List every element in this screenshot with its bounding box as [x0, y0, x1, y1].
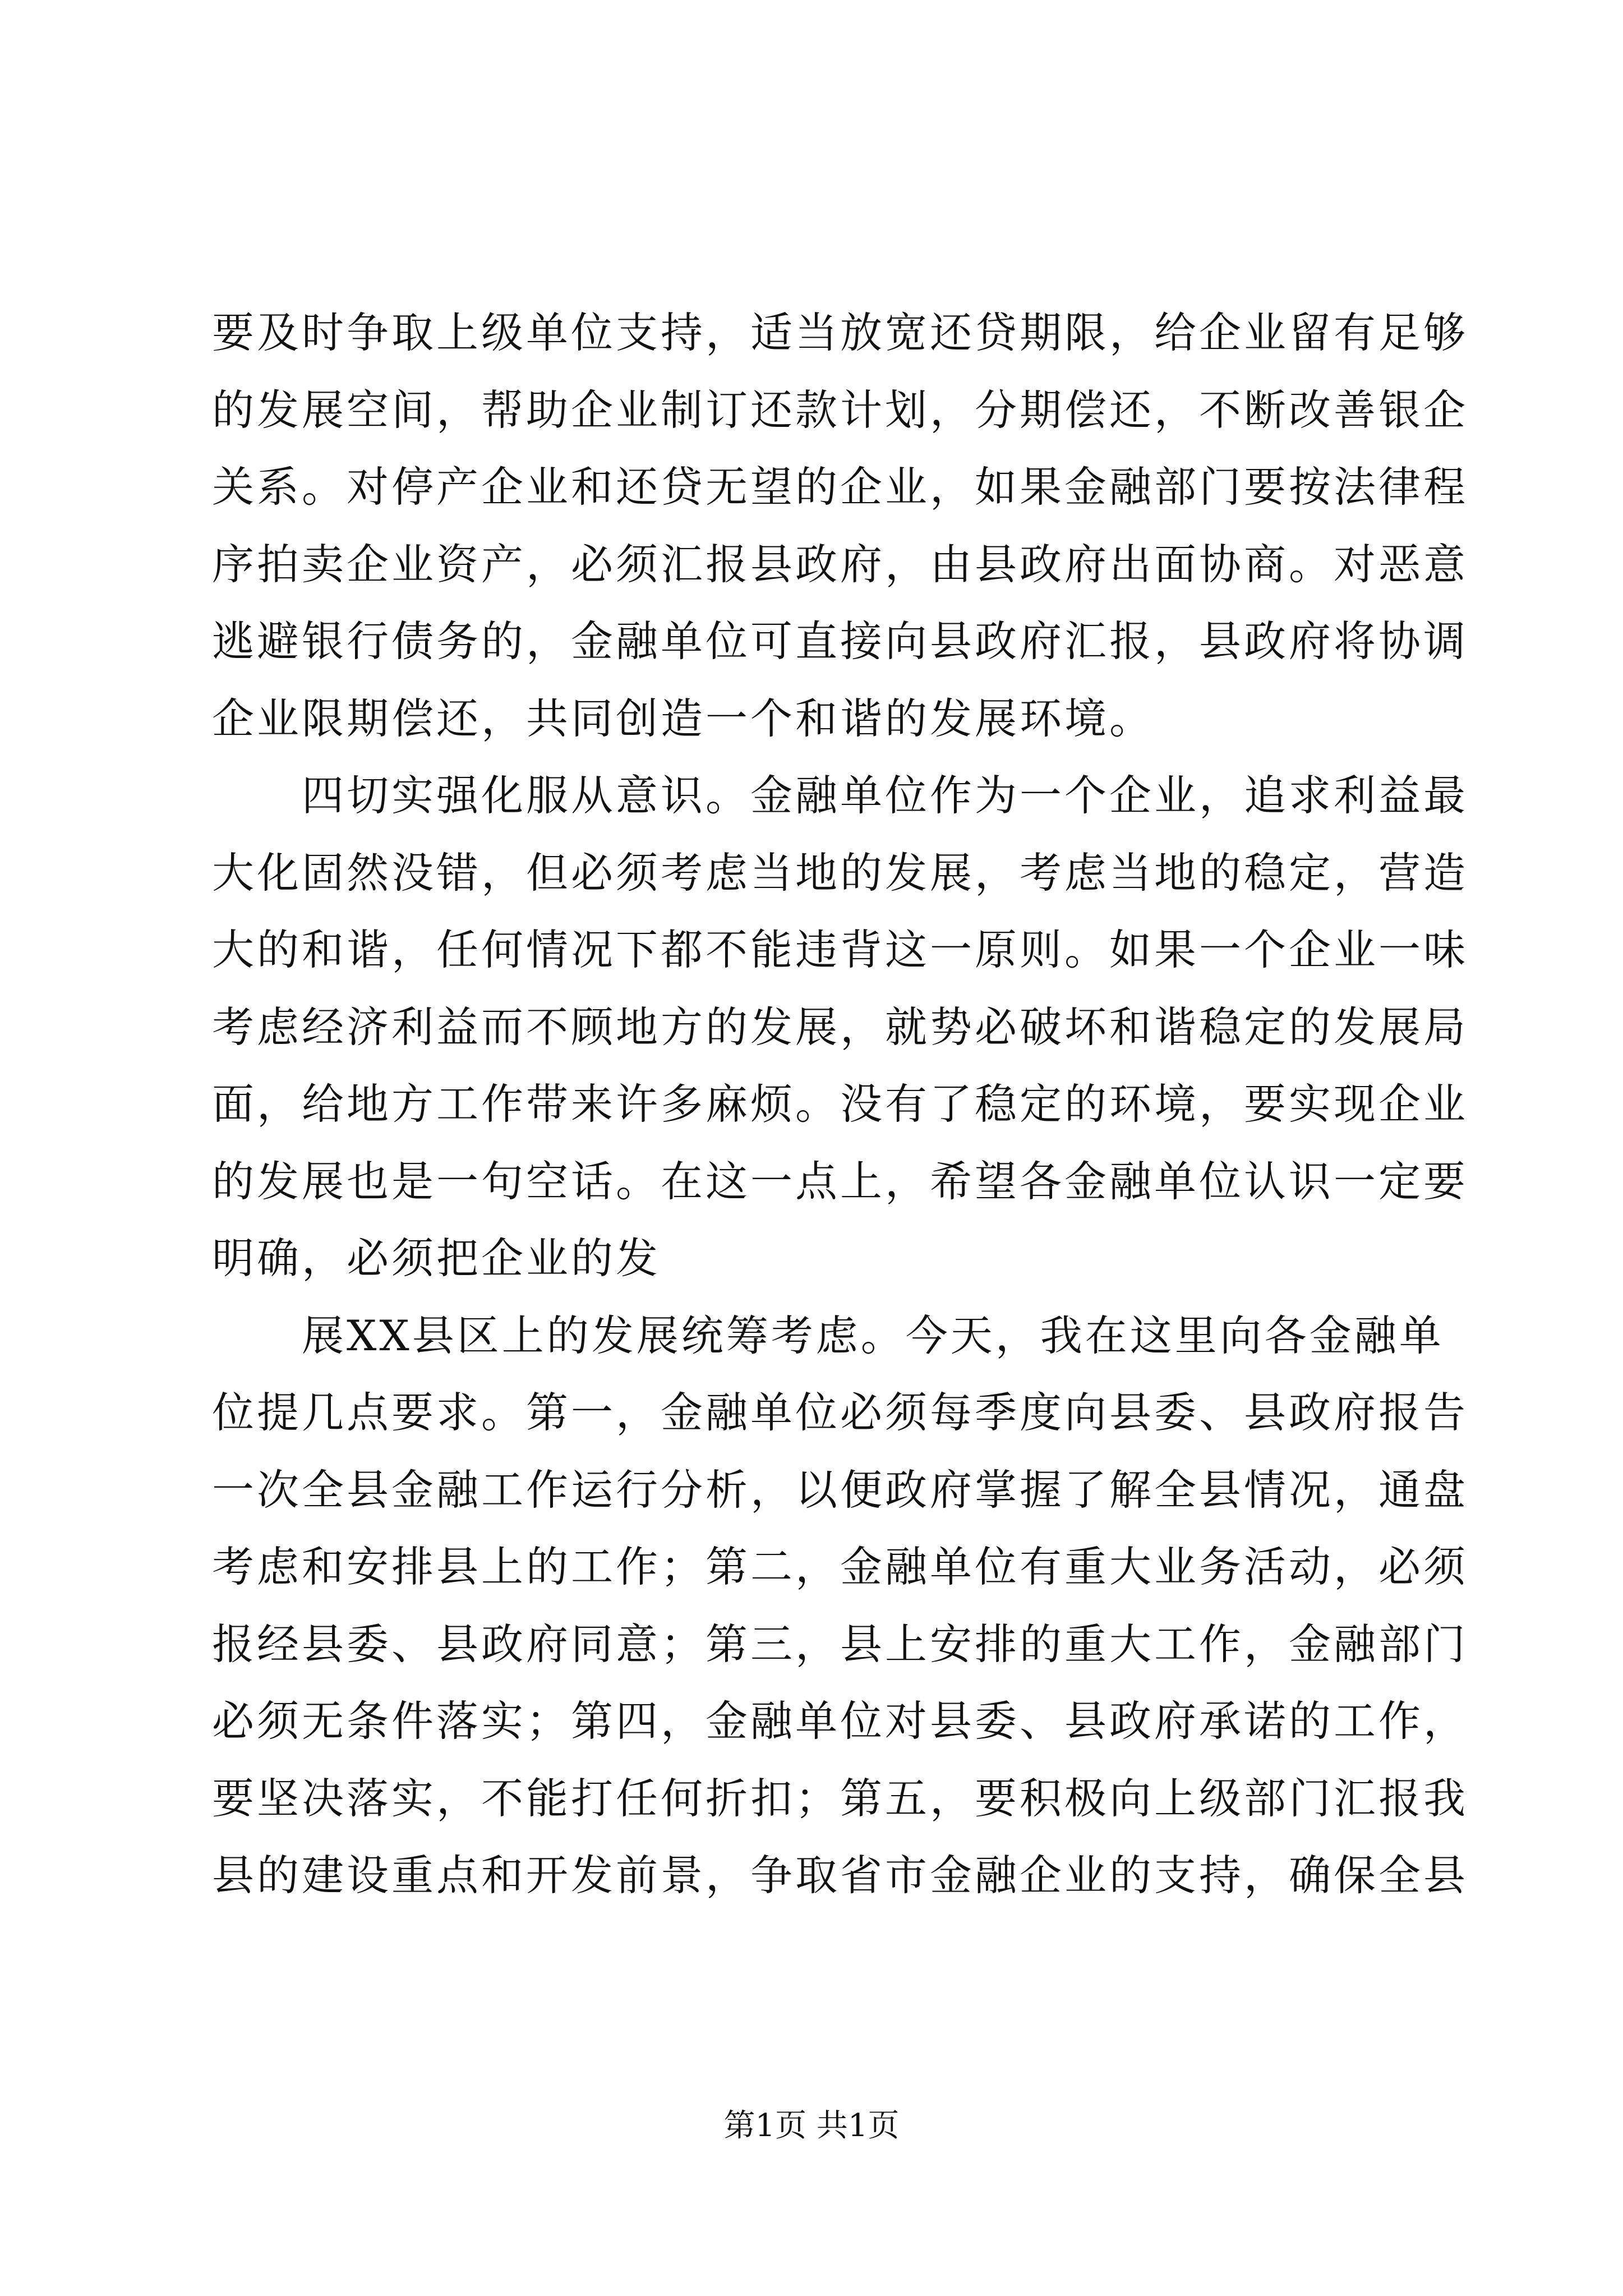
- text-line: 逃避银行债务的，金融单位可直接向县政府汇报，县政府将协调: [212, 616, 1469, 666]
- text-line: 大化固然没错，但必须考虑当地的发展，考虑当地的稳定，营造: [212, 848, 1469, 898]
- text-line: 明确，必须把企业的发: [212, 1234, 661, 1283]
- paragraph-start-line: 四切实强化服从意识。金融单位作为一个企业，追求利益最: [302, 771, 1469, 820]
- text-line: 关系。对停产企业和还贷无望的企业，如果金融部门要按法律程: [212, 462, 1469, 512]
- page-number-label: 第1页 共1页: [723, 2108, 900, 2144]
- text-line: 的发展也是一句空话。在这一点上，希望各金融单位认识一定要: [212, 1156, 1469, 1206]
- paragraph-start-line: 展XX县区上的发展统筹考虑。今天，我在这里向各金融单: [302, 1310, 1444, 1360]
- text-line: 企业限期偿还，共同创造一个和谐的发展环境。: [212, 693, 1155, 743]
- text-line: 县的建设重点和开发前景，争取省市金融企业的支持，确保全县: [212, 1851, 1469, 1900]
- text-line: 的发展空间，帮助企业制订还款计划，分期偿还，不断改善银企: [212, 385, 1469, 435]
- text-line: 面，给地方工作带来许多麻烦。没有了稳定的环境，要实现企业: [212, 1079, 1469, 1129]
- document-body: [212, 295, 1469, 1915]
- text-line: 一次全县金融工作运行分析，以便政府掌握了解全县情况，通盘: [212, 1465, 1469, 1515]
- text-line: 要及时争取上级单位支持，适当放宽还贷期限，给企业留有足够: [212, 308, 1469, 357]
- text-line: 报经县委、县政府同意；第三，县上安排的重大工作，金融部门: [212, 1619, 1469, 1669]
- text-line: 必须无条件落实；第四，金融单位对县委、县政府承诺的工作，: [212, 1696, 1469, 1746]
- text-line: 位提几点要求。第一，金融单位必须每季度向县委、县政府报告: [212, 1388, 1469, 1437]
- text-line: 要坚决落实，不能打任何折扣；第五，要积极向上级部门汇报我: [212, 1773, 1469, 1823]
- text-line: 考虑经济利益而不顾地方的发展，就势必破坏和谐稳定的发展局: [212, 1002, 1469, 1052]
- text-line: 考虑和安排县上的工作；第二，金融单位有重大业务活动，必须: [212, 1542, 1469, 1591]
- text-line: 大的和谐，任何情况下都不能违背这一原则。如果一个企业一味: [212, 925, 1469, 974]
- text-line: 序拍卖企业资产，必须汇报县政府，由县政府出面协商。对恶意: [212, 539, 1469, 589]
- page-footer: [0, 2106, 1623, 2146]
